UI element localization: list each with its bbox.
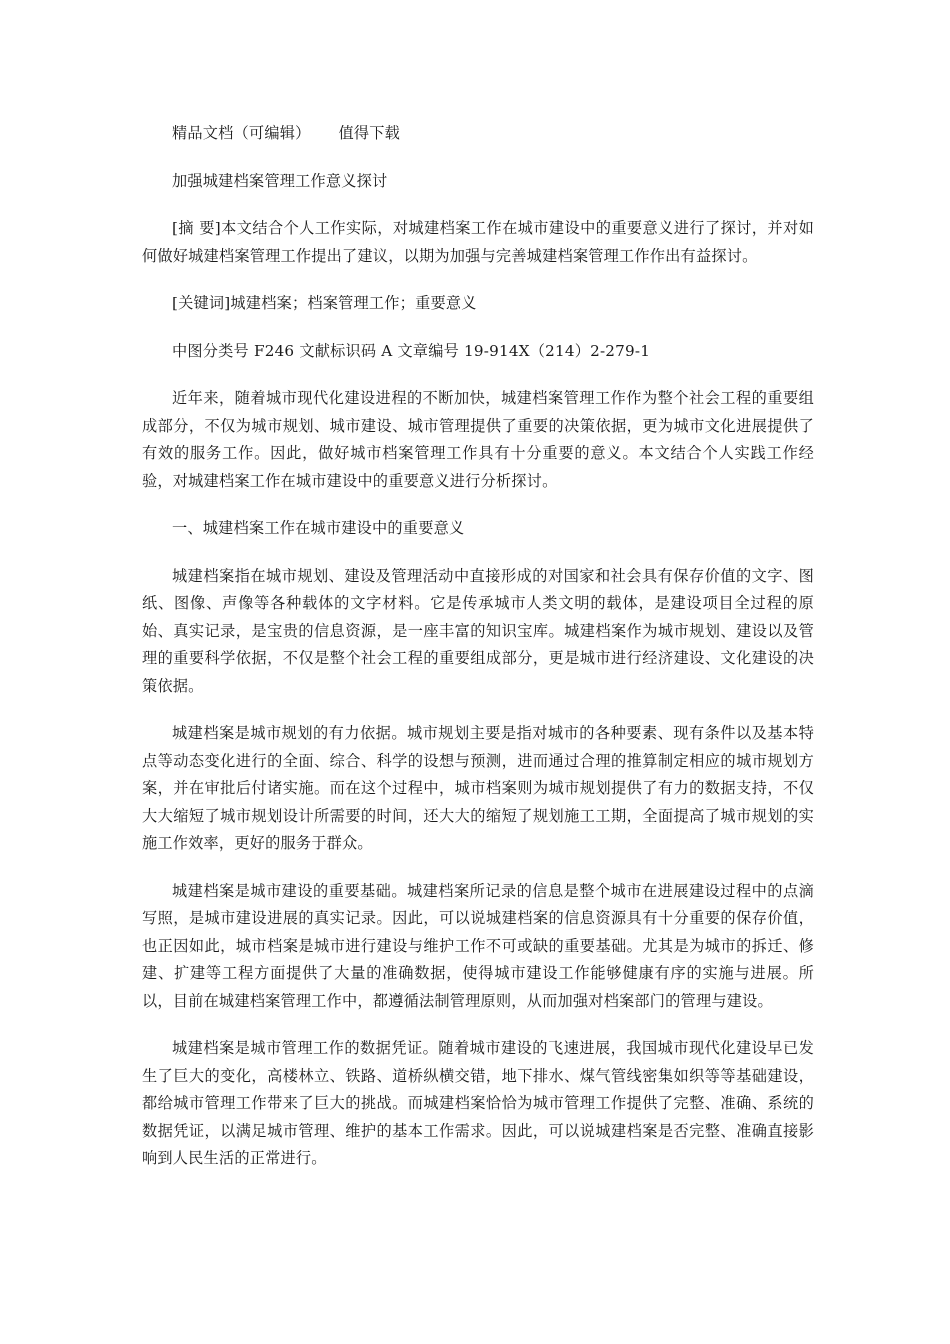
document-header [142, 120, 814, 148]
document-page [142, 120, 814, 1193]
paragraph-definition: 城建档案指在城市规划、建设及管理活动中直接形成的对国家和社会具有保存价值的文字、图纸、图像、声像等各种载体的文字材料。它是传承城市人类文明的载体，是建设项目全过程的原始、真实记录，是宝贵的信息资源，是一座丰富的知识宝库。城建档案作为城市规划、建设以及管理的重要科学依据，不仅是整个社会工程的重要组成部分，更是城市进行经济建设、文化建设的决策依据。 [142, 566, 814, 695]
abstract: [摘 要]本文结合个人工作实际，对城建档案工作在城市建设中的重要意义进行了探讨，并对如何做好城建档案管理工作提出了建议，以期为加强与完善城建档案管理工作作出有益探讨。 [142, 219, 814, 265]
header-left-text: 精品文档（可编辑） [172, 124, 311, 142]
paragraph-intro: 近年来，随着城市现代化建设进程的不断加快，城建档案管理工作作为整个社会工程的重要组成部分，不仅为城市规划、城市建设、城市管理提供了重要的决策依据，更为城市文化进展提供了有效的服务工作。因此，做好城市档案管理工作具有十分重要的意义。本文结合个人实践工作经验，对城建档案工作在城市建设中的重要意义进行分析探讨。 [142, 389, 814, 490]
article-title: 加强城建档案管理工作意义探讨 [172, 171, 388, 190]
keywords: [关键词]城建档案；档案管理工作；重要意义 [172, 294, 477, 312]
section-heading: 一、城建档案工作在城市建设中的重要意义 [172, 519, 465, 537]
header-right-text: 值得下载 [338, 124, 401, 142]
paragraph-construction: 城建档案是城市建设的重要基础。城建档案所记录的信息是整个城市在进展建设过程中的点滴写照，是城市建设进展的真实记录。因此，可以说城建档案的信息资源具有十分重要的保存价值，也正因如此，城市档案是城市进行建设与维护工作不可或缺的重要基础。尤其是为城市的拆迁、修建、扩建等工程方面提供了大量的准确数据，使得城市建设工作能够健康有序的实施与进展。所以，目前在城建档案管理工作中，都遵循法制管理原则，从而加强对档案部门的管理与建设。 [142, 881, 814, 1010]
paragraph-planning: 城建档案是城市规划的有力依据。城市规划主要是指对城市的各种要素、现有条件以及基本特点等动态变化进行的全面、综合、科学的设想与预测，进而通过合理的推算制定相应的城市规划方案，并在审批后付诸实施。而在这个过程中，城市档案则为城市规划提供了有力的数据支持，不仅大大缩短了城市规划设计所需要的时间，还大大的缩短了规划施工工期，全面提高了城市规划的实施工作效率，更好的服务于群众。 [142, 724, 814, 852]
paragraph-management: 城建档案是城市管理工作的数据凭证。随着城市建设的飞速进展，我国城市现代化建设早已发生了巨大的变化，高楼林立、铁路、道桥纵横交错，地下排水、煤气管线密集如织等等基础建设，都给城市管理工作带来了巨大的挑战。而城建档案恰恰为城市管理工作提供了完整、准确、系统的数据凭证，以满足城市管理、维护的基本工作需求。因此，可以说城建档案是否完整、准确直接影响到人民生活的正常进行。 [142, 1039, 814, 1167]
classification-line: 中图分类号 F246 文献标识码 A 文章编号 19-914X（214）2-279-1 [172, 341, 651, 360]
